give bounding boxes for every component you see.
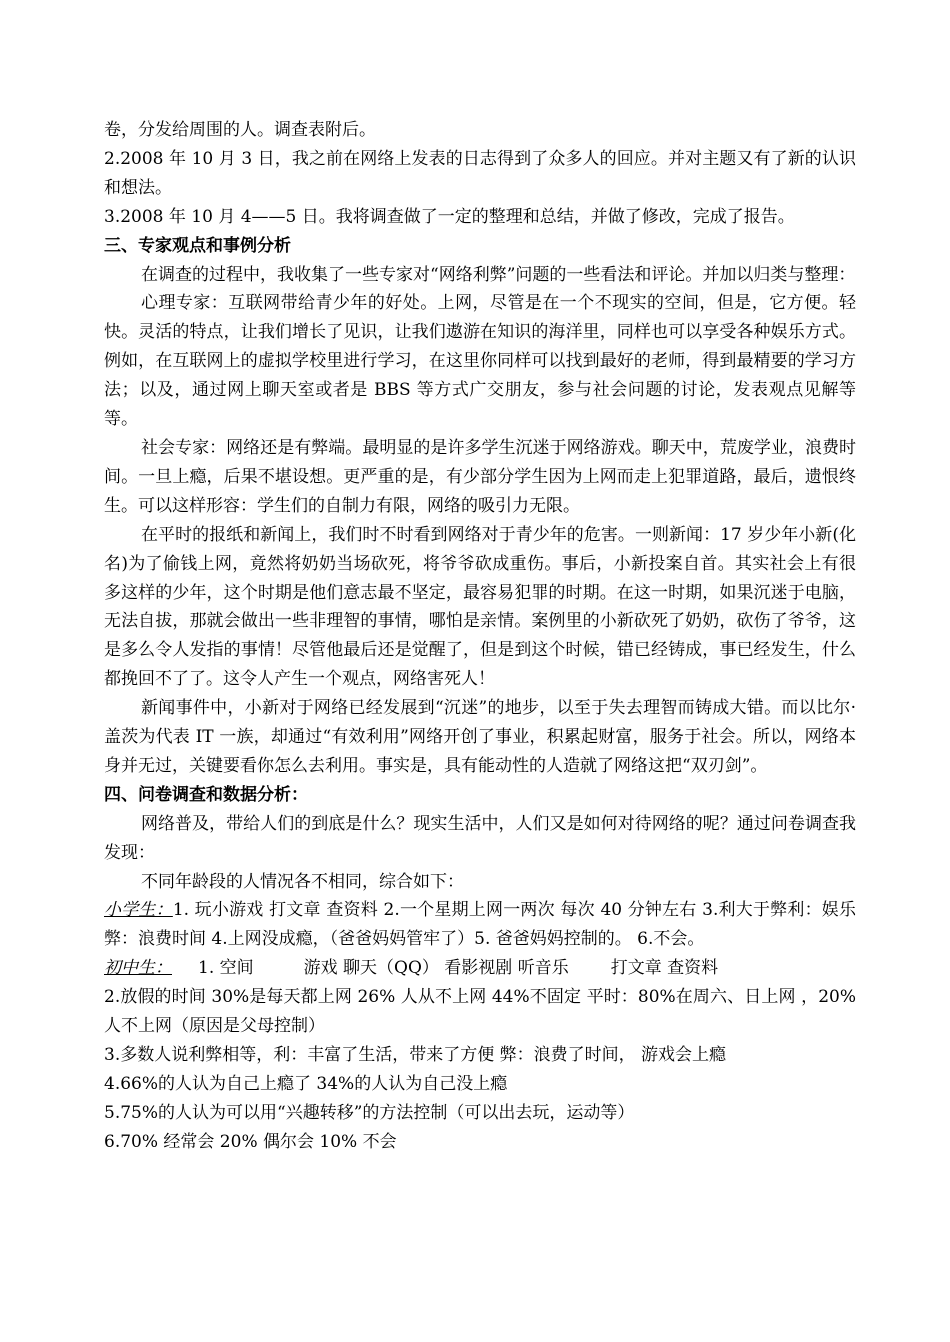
- paragraph-survey-item-2: 2.放假的时间 30%是每天都上网 26% 人从不上网 44%不固定 平时：80%在周六、日上网 ，20%人不上网（原因是父母控制）: [104, 987, 856, 1037]
- paragraph-news-case: 在平时的报纸和新闻上，我们时不时看到网络对于青少年的危害。一则新闻：17 岁少年小新(化名)为了偷钱上网，竟然将奶奶当场砍死，将爷爷砍成重伤。事后，小新投案自首。其实社会上有很多这样的少年，这个时期是他们意志最不坚定，最容易犯罪的时期。在这一时期，如果沉迷于电脑，无法自拔，那就会做出一些非理智的事情，哪怕是亲情。案例里的小新砍死了奶奶，砍伤了爷爷，这是多么令人发指的事情！尽管他最后还是觉醒了，但是到这个时候，错已经铸成，事已经发生，什么都挽回不了了。这令人产生一个观点，网络害死人！: [104, 524, 856, 690]
- primary-school-label: 小学生：: [104, 900, 173, 921]
- primary-school-answers: 1. 玩小游戏 打文章 查资料 2.一个星期上网一两次 每次 40 分钟左右 3.利大于弊利：娱乐 弊：浪费时间 4.上网没成瘾，（爸爸妈妈管牢了）5. 爸爸妈妈控制的。 6.不会。: [104, 900, 856, 950]
- section-heading-expert-views: 三、专家观点和事例分析: [104, 235, 291, 256]
- middle-school-answer-b: 游戏 聊天（QQ） 看影视剧 听音乐: [303, 958, 569, 979]
- paragraph-social-expert: 社会专家：网络还是有弊端。最明显的是许多学生沉迷于网络游戏。聊天中，荒废学业，浪费时间。一旦上瘾，后果不堪设想。更严重的是，有少部分学生因为上网而走上犯罪道路，最后，遗恨终生。可以这样形容：学生们的自制力有限，网络的吸引力无限。: [104, 437, 856, 516]
- paragraph-survey-distribution: 卷，分发给周围的人。调查表附后。: [104, 120, 376, 140]
- paragraph-middle-school: [104, 954, 856, 983]
- paragraph-item-3: 3.2008 年 10 月 4——5 日。我将调查做了一定的整理和总结，并做了修改，完成了报告。: [104, 206, 795, 227]
- middle-school-answer-c: 打文章 查资料: [610, 958, 719, 979]
- paragraph-psychology-expert: 心理专家：互联网带给青少年的好处。上网，尽管是在一个不现实的空间，但是，它方便。轻快。灵活的特点，让我们增长了见识，让我们遨游在知识的海洋里，同样也可以享受各种娱乐方式。例如，在互联网上的虚拟学校里进行学习，在这里你同样可以找到最好的老师，得到最精要的学习方法；以及，通过网上聊天室或者是 BBS 等方式广交朋友，参与社会问题的讨论，发表观点见解等等。: [104, 293, 856, 430]
- paragraph-survey-item-3: 3.多数人说利弊相等，利：丰富了生活，带来了方便 弊：浪费了时间， 游戏会上瘾: [104, 1045, 727, 1065]
- paragraph-double-edged-sword: 新闻事件中，小新对于网络已经发展到“沉迷”的地步，以至于失去理智而铸成大错。而以比尔·盖茨为代表 IT 一族，却通过“有效利用”网络开创了事业，积累起财富，服务于社会。所以，网络本身并无过，关键要看你怎么去利用。事实是，具有能动性的人造就了网络这把“双刃剑”。: [104, 698, 856, 776]
- section-heading-survey: 四、问卷调查和数据分析：: [104, 784, 308, 805]
- document-page: [104, 116, 856, 1157]
- paragraph-survey-item-6: 6.70% 经常会 20% 偶尔会 10% 不会: [104, 1131, 397, 1152]
- paragraph-primary-school: [104, 896, 856, 954]
- paragraph-item-2: 2.2008 年 10 月 3 日，我之前在网络上发表的日志得到了众多人的回应。并对主题又有了新的认识和想法。: [104, 148, 856, 198]
- middle-school-label: 初中生：: [104, 958, 172, 979]
- paragraph-expert-intro: 在调查的过程中，我收集了一些专家对“网络利弊”问题的一些看法和评论。并加以归类与整理：: [141, 264, 856, 285]
- paragraph-survey-intro: 网络普及，带给人们的到底是什么？现实生活中，人们又是如何对待网络的呢？通过问卷调查我发现：: [104, 813, 856, 863]
- paragraph-age-groups: 不同年龄段的人情况各不相同，综合如下：: [141, 871, 464, 892]
- middle-school-answer-a: 1. 空间: [198, 958, 254, 979]
- paragraph-survey-item-4: 4.66%的人认为自己上瘾了 34%的人认为自己没上瘾: [104, 1073, 508, 1094]
- paragraph-survey-item-5: 5.75%的人认为可以用“兴趣转移”的方法控制（可以出去玩，运动等）: [104, 1102, 635, 1123]
